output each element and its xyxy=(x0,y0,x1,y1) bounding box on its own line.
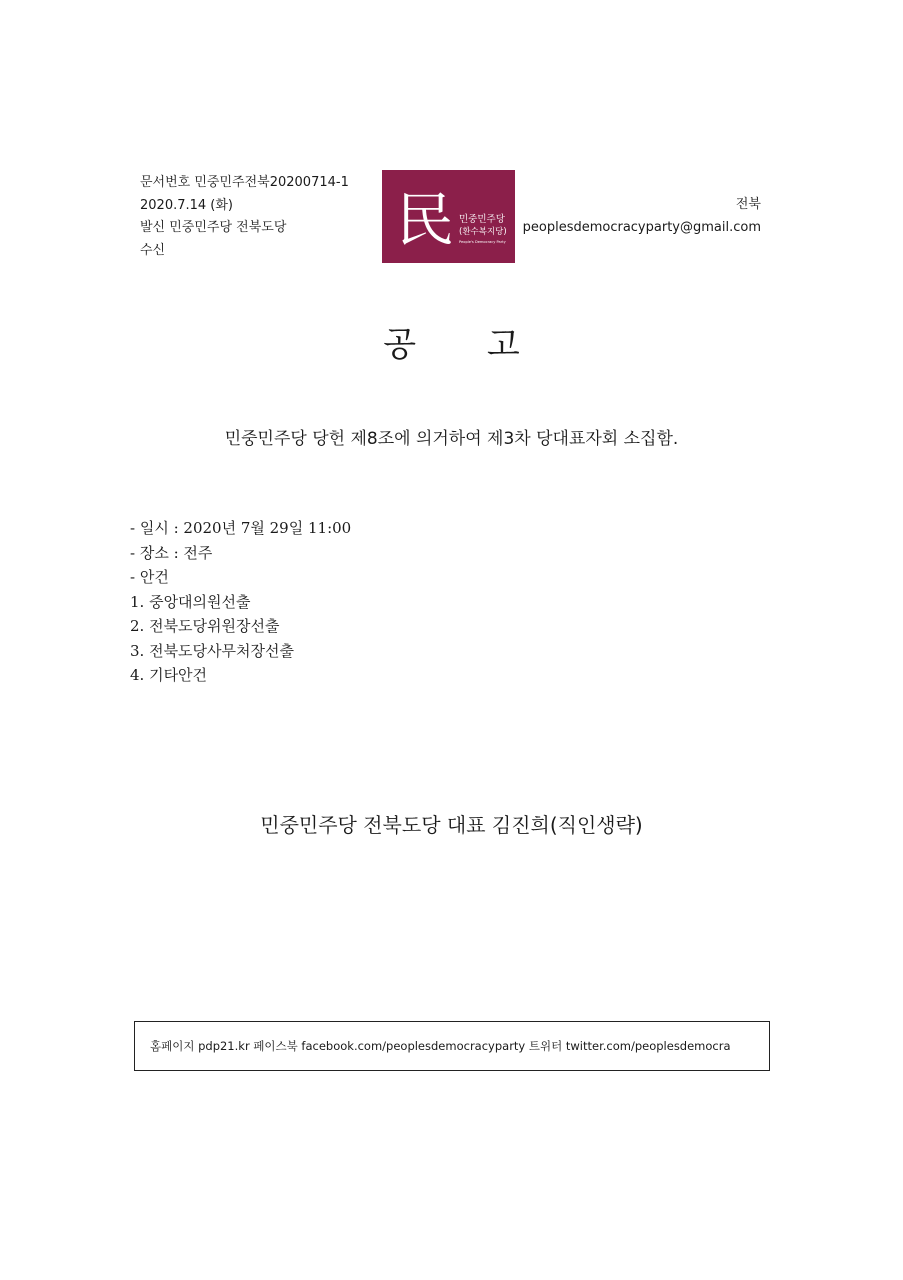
logo-subname: (환수복지당) xyxy=(459,227,507,237)
doc-number: 문서번호 민중민주전북20200714-1 xyxy=(140,175,349,190)
detail-line: - 일시 : 2020년 7월 29일 11:00 xyxy=(130,519,352,537)
detail-line: - 안건 xyxy=(130,568,169,586)
sender: 발신 민중민주당 전북도당 xyxy=(140,220,287,235)
logo-english-name: People's Democracy Party xyxy=(459,240,506,244)
footer-links-text: 홈페이지 pdp21.kr 페이스북 facebook.com/peoplesdemocracyparty 트위터 twitter.com/peoplesdemocra xyxy=(150,1039,731,1053)
footer-links-box xyxy=(134,1021,770,1071)
region-label: 전북 xyxy=(735,197,761,212)
detail-line: - 장소 : 전주 xyxy=(130,543,213,562)
meeting-details xyxy=(130,516,351,688)
contact-email: peoplesdemocracyparty@gmail.com xyxy=(522,219,761,235)
issue-date: 2020.7.14 (화) xyxy=(140,197,233,213)
agenda-item: 4. 기타안건 xyxy=(130,666,208,684)
agenda-item: 1. 중앙대의원선출 xyxy=(130,592,251,611)
notice-title: 공 고 xyxy=(383,325,550,365)
logo-name: 민중민주당 xyxy=(459,214,505,225)
header-meta-right xyxy=(523,194,761,239)
agenda-item: 3. 전북도당사무처장선출 xyxy=(130,641,294,660)
header-meta-left xyxy=(140,172,349,262)
logo-glyph: 民 xyxy=(396,186,455,254)
party-logo xyxy=(382,170,515,263)
agenda-item: 2. 전북도당위원장선출 xyxy=(130,617,280,635)
recipient: 수신 xyxy=(140,242,166,258)
signature-line: 민중민주당 전북도당 대표 김진희(직인생략) xyxy=(260,813,643,837)
notice-statement: 민중민주당 당헌 제8조에 의거하여 제3차 당대표자회 소집함. xyxy=(224,429,679,449)
